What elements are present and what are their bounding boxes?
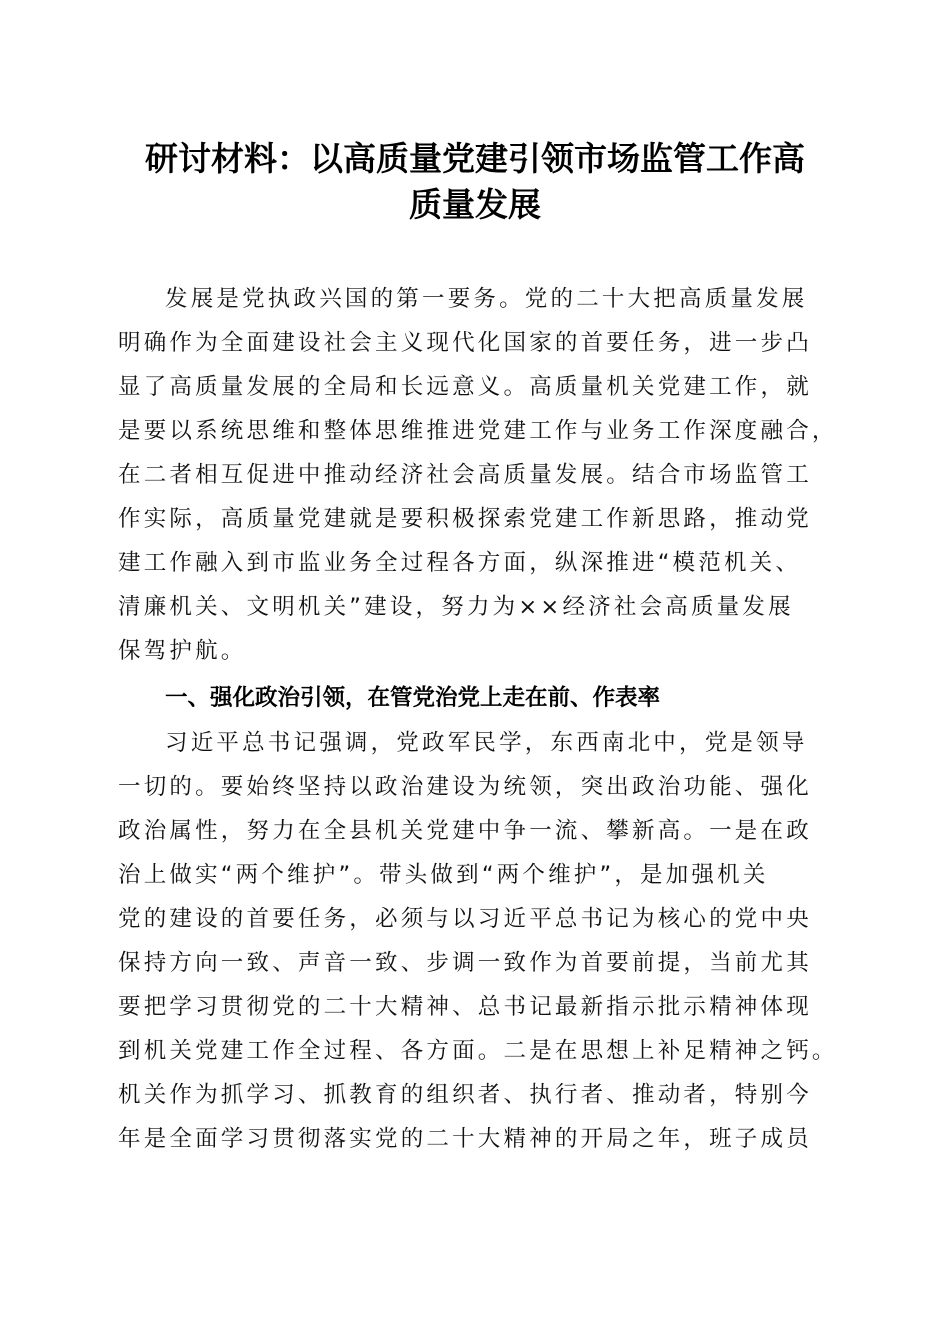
paragraph-line: 政治属性，努力在全县机关党建中争一流、攀新高。一是在政 <box>118 818 812 844</box>
paragraph-line: 年是全面学习贯彻落实党的二十大精神的开局之年，班子成员 <box>118 1126 812 1152</box>
paragraph-line: 治上做实“两个维护”。带头做到“两个维护”，是加强机关 <box>118 862 769 888</box>
title-line-2: 质量发展 <box>409 185 541 224</box>
document-title <box>110 136 840 228</box>
paragraph-line: 机关作为抓学习、抓教育的组织者、执行者、推动者，特别今 <box>118 1082 812 1108</box>
paragraph-line: 党的建设的首要任务，必须与以习近平总书记为核心的党中央 <box>118 906 812 932</box>
paragraph-line: 习近平总书记强调，党政军民学，东西南北中，党是领导 <box>165 730 808 756</box>
section-heading: 一、强化政治引领，在管党治党上走在前、作表率 <box>165 685 661 711</box>
paragraph-line: 保驾护航。 <box>118 638 247 664</box>
paragraph-line: 要把学习贯彻党的二十大精神、总书记最新指示批示精神体现 <box>118 994 812 1020</box>
paragraph-line: 到机关党建工作全过程、各方面。二是在思想上补足精神之钙。 <box>118 1038 838 1064</box>
paragraph-line: 保持方向一致、声音一致、步调一致作为首要前提，当前尤其 <box>118 950 812 976</box>
paragraph-line: 显了高质量发展的全局和长远意义。高质量机关党建工作，就 <box>118 374 812 400</box>
paragraph-line: 发展是党执政兴国的第一要务。党的二十大把高质量发展 <box>165 286 808 312</box>
title-line-1: 研讨材料：以高质量党建引领市场监管工作高 <box>145 139 805 178</box>
paragraph-line: 是要以系统思维和整体思维推进党建工作与业务工作深度融合， <box>118 418 838 444</box>
paragraph-line: 明确作为全面建设社会主义现代化国家的首要任务，进一步凸 <box>118 330 812 356</box>
paragraph-line: 清廉机关、文明机关”建设，努力为××经济社会高质量发展 <box>118 594 794 620</box>
paragraph-line: 建工作融入到市监业务全过程各方面，纵深推进“模范机关、 <box>118 550 802 576</box>
paragraph-line: 在二者相互促进中推动经济社会高质量发展。结合市场监管工 <box>118 462 812 488</box>
paragraph-line: 一切的。要始终坚持以政治建设为统领，突出政治功能、强化 <box>118 774 812 800</box>
paragraph-line: 作实际，高质量党建就是要积极探索党建工作新思路，推动党 <box>118 506 812 532</box>
